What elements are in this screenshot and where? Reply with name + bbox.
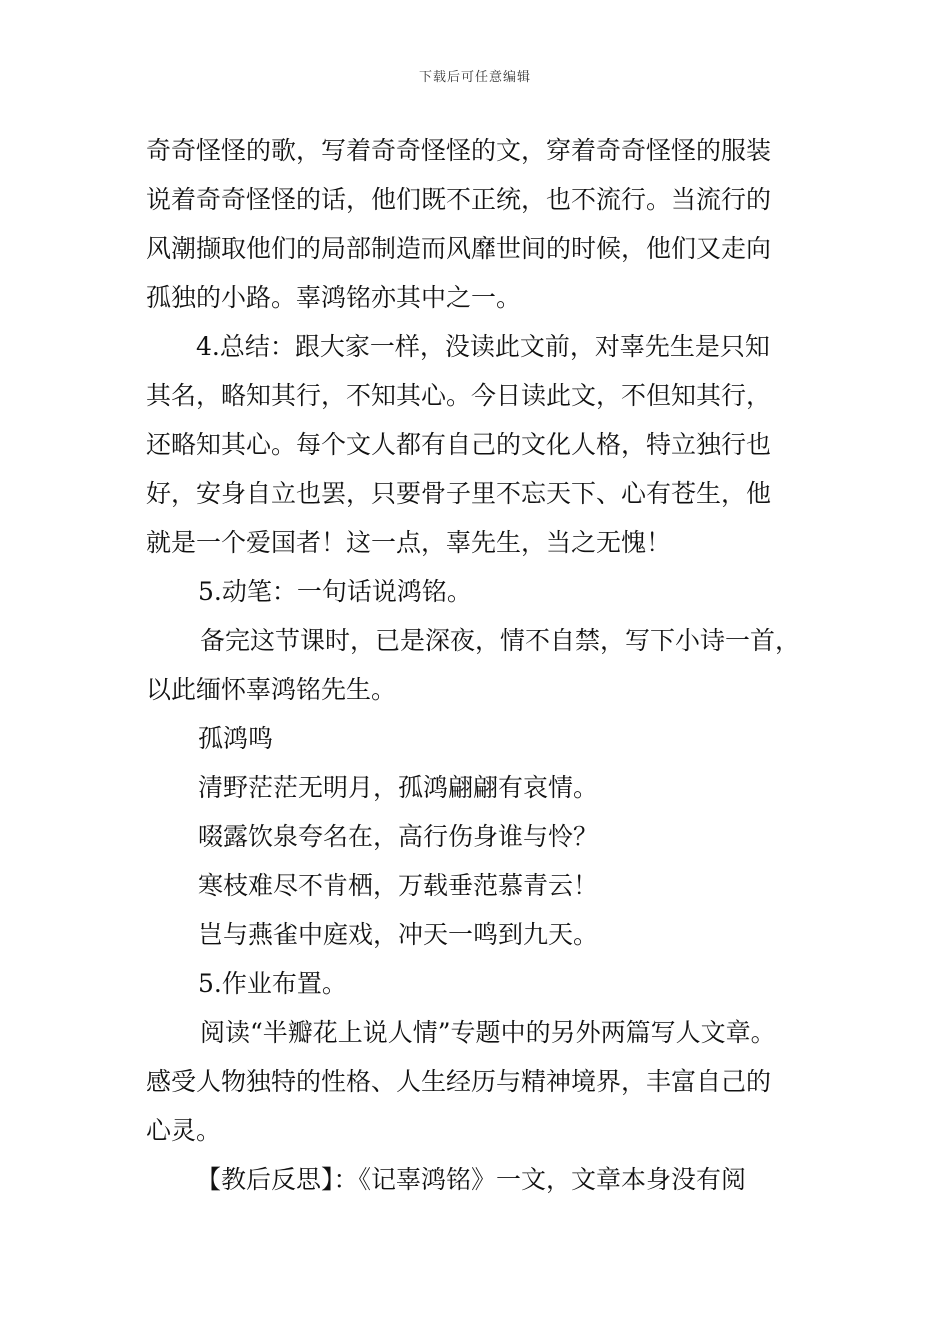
text-line: 孤独的小路。辜鸿铭亦其中之一。: [146, 283, 522, 312]
poem-line: 啜露饮泉夸名在，高行伤身谁与怜？: [198, 822, 599, 851]
text-line: 备完这节课时，已是深夜，情不自禁，写下小诗一首，: [200, 626, 801, 655]
text-line: 还略知其心。每个文人都有自己的文化人格，特立独行也: [146, 430, 772, 459]
poem-line: 清野茫茫无明月，孤鸿翩翩有哀情。: [198, 773, 599, 802]
text-line: 心灵。: [146, 1116, 222, 1145]
text-line: 感受人物独特的性格、人生经历与精神境界，丰富自己的: [146, 1067, 772, 1096]
text-line: 好，安身自立也罢，只要骨子里不忘天下、心有苍生，他: [146, 479, 772, 508]
text-line-reflection: 【教后反思】：《记辜鸿铭》一文，文章本身没有阅: [196, 1165, 747, 1194]
text-line: 说着奇奇怪怪的话，他们既不正统，也不流行。当流行的: [146, 185, 772, 214]
document-body: [146, 126, 816, 1204]
text-line: 风潮撷取他们的局部制造而风靡世间的时候，他们又走向: [146, 234, 772, 263]
text-line: 其名，略知其行，不知其心。今日读此文，不但知其行，: [146, 381, 772, 410]
poem-line: 岂与燕雀中庭戏，冲天一鸣到九天。: [198, 920, 599, 949]
text-line: 阅读“半瓣花上说人情”专题中的另外两篇写人文章。: [200, 1018, 776, 1047]
text-line-section: 5.作业布置。: [198, 969, 347, 998]
text-line: 奇奇怪怪的歌，写着奇奇怪怪的文，穿着奇奇怪怪的服装: [146, 136, 772, 165]
text-line: 就是一个爱国者！这一点，辜先生，当之无愧！: [146, 528, 672, 557]
text-line-summary: 4.总结：跟大家一样，没读此文前，对辜先生是只知: [196, 332, 770, 361]
text-line: 以此缅怀辜鸿铭先生。: [146, 675, 397, 704]
text-line-section: 5.动笔：一句话说鸿铭。: [198, 577, 472, 606]
page-header-note: 下载后可任意编辑: [418, 70, 531, 85]
poem-line: 寒枝难尽不肯栖，万载垂范慕青云！: [198, 871, 599, 900]
poem-title: 孤鸿鸣: [198, 724, 274, 753]
